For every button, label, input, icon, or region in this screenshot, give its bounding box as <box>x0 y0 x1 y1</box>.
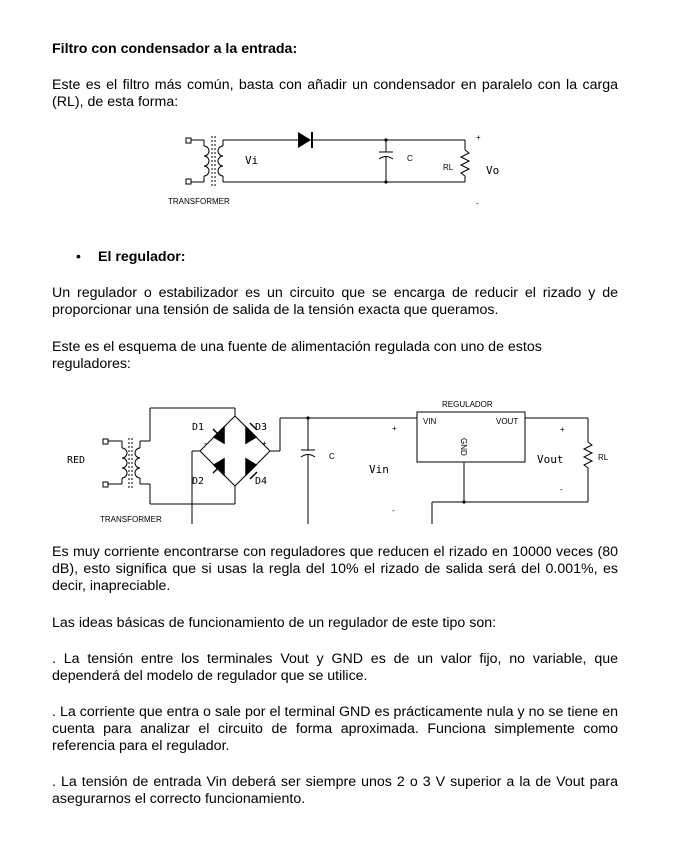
gnd-pin-label: GND <box>459 438 468 456</box>
vin-label: Vin <box>369 463 389 476</box>
paragraph-idea-1: . La tensión entre los terminales Vout y GND es de un valor fijo, no variable, que dependerá del modelo de regulador que se utilice. <box>52 651 618 684</box>
bridge-minus-label: - <box>204 439 207 448</box>
paragraph-filtro: Este es el filtro más común, basta con añadir un condensador en paralelo con la carga (RL), de esta forma: <box>52 77 618 110</box>
transformer-label: TRANSFORMER <box>168 197 230 206</box>
d1-label: D1 <box>192 422 205 433</box>
vout-plus-label: + <box>560 425 565 434</box>
section-heading-filtro: Filtro con condensador a la entrada: <box>52 41 298 57</box>
bullet-icon: • <box>76 248 81 264</box>
paragraph-rizado: Es muy corriente encontrarse con reguladores que reducen el rizado en 10000 veces (80 dB), esto significa que si usas la regla del 10% el rizado de salida será del 0.001%, es decir, inapreciable. <box>52 544 618 594</box>
vout-pin-label: VOUT <box>496 417 519 426</box>
regulador-label: REGULADOR <box>442 400 493 409</box>
paragraph-regulador-2: Este es el esquema de una fuente de alimentación regulada con uno de estos reguladores: <box>52 339 542 372</box>
regulated-supply-diagram <box>60 396 620 528</box>
red-label: RED <box>67 455 86 466</box>
c-label: C <box>329 452 335 461</box>
d3-label: D3 <box>255 422 268 433</box>
paragraph-ideas: Las ideas básicas de funcionamiento de un regulador de este tipo son: <box>52 615 497 631</box>
vo-label: Vo <box>486 164 500 177</box>
minus-label: - <box>476 199 479 208</box>
vin-pin-label: VIN <box>423 417 437 426</box>
vi-label: Vi <box>245 154 259 167</box>
section-heading-regulador: El regulador: <box>98 249 186 265</box>
paragraph-regulador-1: Un regulador o estabilizador es un circuito que se encarga de reducir el rizado y de proporcionar una tensión de salida de la tensión exacta que queramos. <box>52 285 618 318</box>
paragraph-idea-3: . La tensión de entrada Vin deberá ser siempre unos 2 o 3 V superior a la de Vout para asegurarnos el correcto funcionamiento. <box>52 774 618 807</box>
rl-label: RL <box>598 453 609 462</box>
paragraph-idea-2: . La corriente que entra o sale por el terminal GND es prácticamente nula y no se tiene en cuenta para analizar el circuito de forma aproximada. Funciona simplemente como referencia para el regulador. <box>52 704 618 754</box>
vout-minus-label: - <box>560 485 563 494</box>
transformer-label: TRANSFORMER <box>100 515 162 524</box>
c-label: C <box>407 154 413 163</box>
vout-label: Vout <box>537 453 564 466</box>
bridge-plus-label: + <box>262 439 267 448</box>
d2-label: D2 <box>192 476 205 487</box>
plus-label: + <box>476 133 481 142</box>
rl-label: RL <box>443 163 454 172</box>
vin-plus-label: + <box>392 424 397 433</box>
d4-label: D4 <box>255 476 268 487</box>
filter-circuit-diagram <box>160 128 520 210</box>
vin-minus-label: - <box>392 506 395 515</box>
